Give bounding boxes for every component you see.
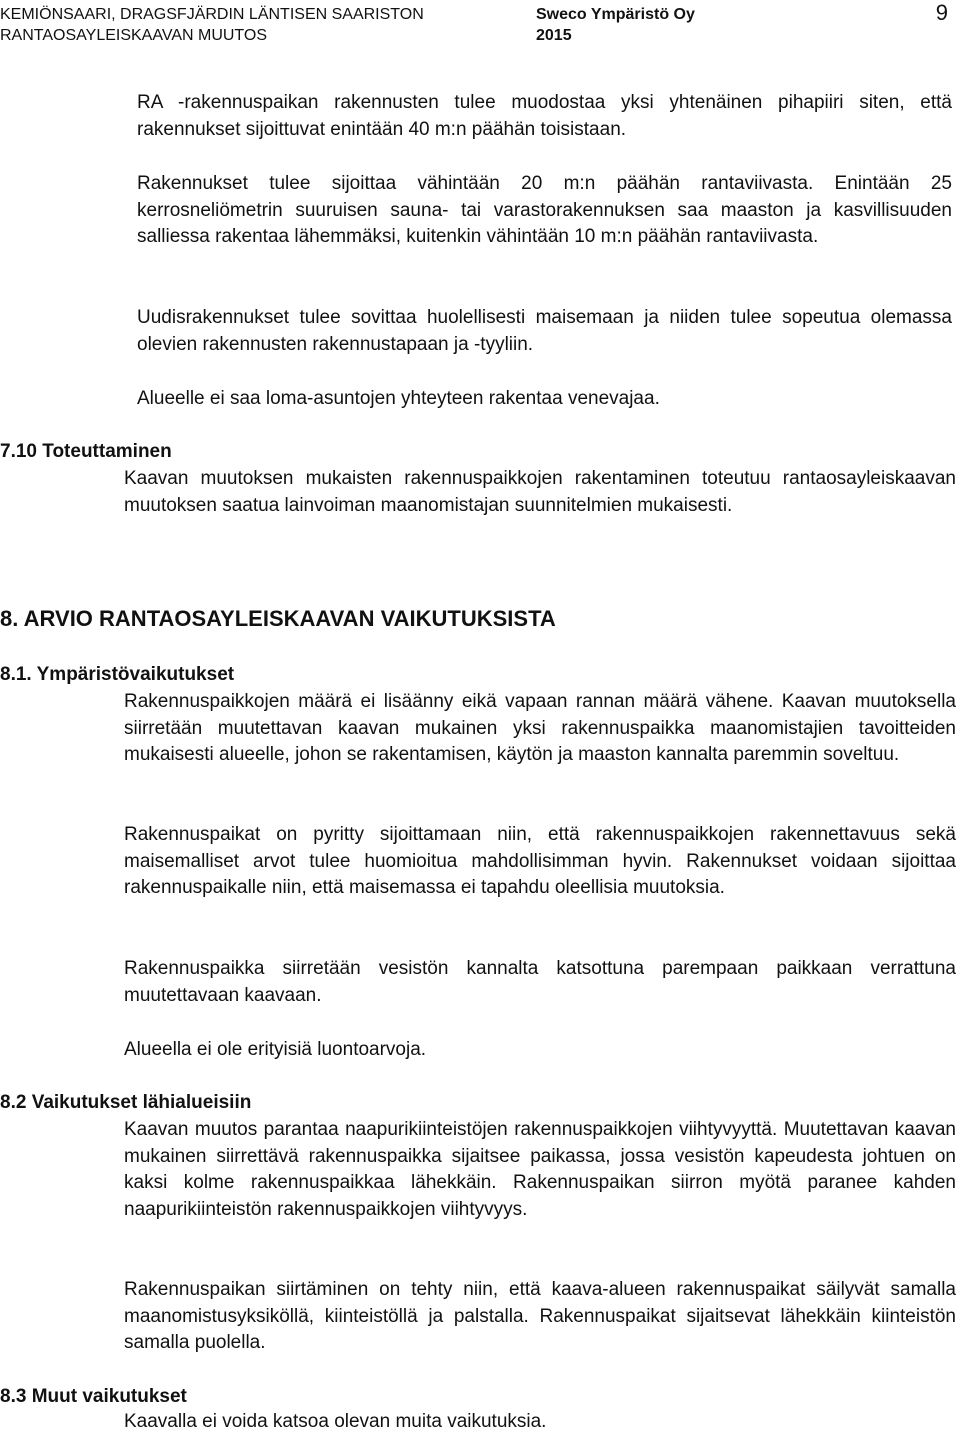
paragraph-ymparisto-2: Rakennuspaikat on pyritty sijoittamaan niin, että rakennuspaikkojen rakennettavuus sekä maisemalliset arvot tulee huomioitua mahdollisimman hyvin. Rakennukset voidaan sijoittaa rakennuspaikalle niin, että maisemassa ei tapahdu oleellisia muutoksia. xyxy=(124,824,956,898)
paragraph-ymparisto-1: Rakennuspaikkojen määrä ei lisäänny eikä vapaan rannan määrä vähene. Kaavan muutoksella siirretään muutettavan kaavan mukainen yksi rakennuspaikka maanomistajien tavoitteiden mukaisesti alueelle, johon se rakentamisen, käytön ja maaston kannalta paremmin soveltuu. xyxy=(124,691,956,765)
heading-8-2: 8.2 Vaikutukset lähialueisiin xyxy=(0,1092,252,1113)
page-number: 9 xyxy=(935,0,948,25)
heading-section-8: 8. ARVIO RANTAOSAYLEISKAAVAN VAIKUTUKSISTA xyxy=(0,606,556,631)
header-title-line2: RANTAOSAYLEISKAAVAN MUUTOS xyxy=(0,27,268,44)
header-year: 2015 xyxy=(536,27,572,44)
heading-7-10: 7.10 Toteuttaminen xyxy=(0,441,172,462)
paragraph-ra-pihapiiri: RA -rakennuspaikan rakennusten tulee muodostaa yksi yhtenäinen pihapiiri siten, että rakennukset sijoittuvat enintään 40 m:n päähän toisistaan. xyxy=(137,92,952,140)
paragraph-ymparisto-3: Rakennuspaikka siirretään vesistön kannalta katsottuna parempaan paikkaan verrattuna muutettavaan kaavaan. xyxy=(124,958,956,1006)
header-title-line1: KEMIÖNSAARI, DRAGSFJÄRDIN LÄNTISEN SAARISTON xyxy=(0,6,424,23)
heading-8-1: 8.1. Ympäristövaikutukset xyxy=(0,664,235,685)
paragraph-lahialueet-1: Kaavan muutos parantaa naapurikiinteistöjen rakennuspaikkojen viihtyvyyttä. Muutettavan kaavan mukainen siirrettävä rakennuspaikka sijaitsee paikassa, jossa vesistön kapeudesta johtuen on kaksi kolme rakennuspaikkaa lähekkäin. Rakennuspaikan siirron myötä paranee kahden naapurikiinteistön rakennuspaikkojen viihtyvyys. xyxy=(124,1119,956,1220)
paragraph-ymparisto-4: Alueella ei ole erityisiä luontoarvoja. xyxy=(124,1039,427,1060)
paragraph-toteuttaminen: Kaavan muutoksen mukaisten rakennuspaikkojen rakentaminen toteutuu rantaosayleiskaavan muutoksen saatua lainvoiman maanomistajan suunnitelmien mukaisesti. xyxy=(124,468,956,516)
heading-8-3: 8.3 Muut vaikutukset xyxy=(0,1386,187,1407)
header-project-title xyxy=(0,4,424,46)
paragraph-lahialueet-2: Rakennuspaikan siirtäminen on tehty niin, että kaava-alueen rakennuspaikat säilyvät samalla maanomistusyksiköllä, kiinteistöllä ja palstalla. Rakennuspaikat sijaitsevat lähekkäin kiinteistön samalla puolella. xyxy=(124,1279,956,1353)
header-company: Sweco Ympäristö Oy xyxy=(536,6,695,23)
paragraph-uudisrakennukset: Uudisrakennukset tulee sovittaa huolellisesti maisemaan ja niiden tulee sopeutua olemassa olevien rakennusten rakennustapaan ja -tyyliin. xyxy=(137,307,952,355)
paragraph-muut-vaikutukset: Kaavalla ei voida katsoa olevan muita vaikutuksia. xyxy=(124,1411,547,1432)
paragraph-rantaviiva-etaisyys: Rakennukset tulee sijoittaa vähintään 20 m:n päähän rantaviivasta. Enintään 25 kerrosneliömetrin suuruisen sauna- tai varastorakennuksen saa maaston ja kasvillisuuden salliessa rakentaa lähemmäksi, kuitenkin vähintään 10 m:n päähän rantaviivasta. xyxy=(137,173,952,247)
paragraph-venevaja: Alueelle ei saa loma-asuntojen yhteyteen rakentaa venevajaa. xyxy=(137,388,660,409)
header-company-block xyxy=(536,4,695,46)
